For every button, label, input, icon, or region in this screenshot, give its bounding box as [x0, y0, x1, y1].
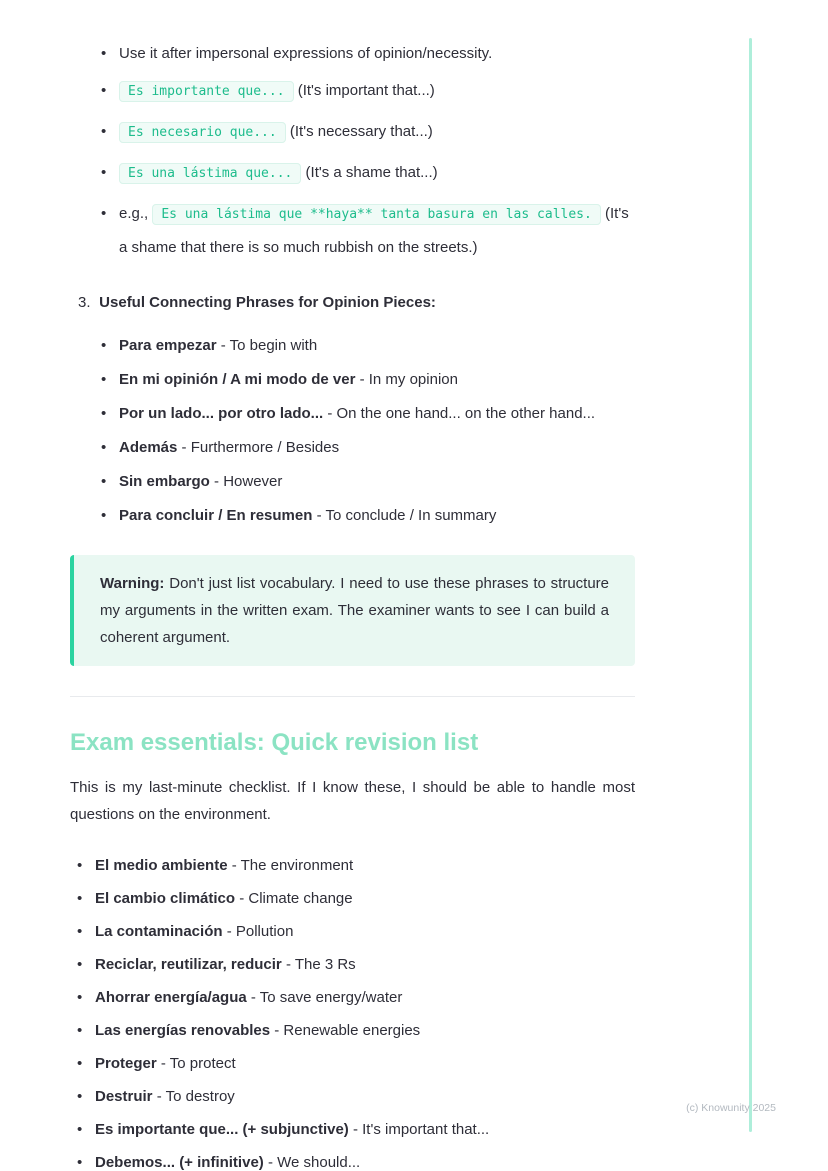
code-chip: Es necesario que... [119, 122, 286, 143]
term: Proteger [95, 1055, 157, 1072]
definition: - To protect [160, 1055, 236, 1072]
definition: - In my opinion [359, 371, 458, 388]
subjunctive-usage-list [94, 40, 635, 265]
chip-translation: (It's important that...) [297, 82, 435, 99]
chip-translation: (It's a shame that...) [305, 164, 438, 181]
warning-body: Don't just list vocabulary. I need to use these phrases to structure my arguments in the written exam. The examiner wants to see I can build a coherent argument. [100, 575, 610, 646]
page-edge-line [749, 38, 752, 1132]
term: Sin embargo [119, 473, 210, 490]
list-item [70, 1083, 635, 1110]
term: Ahorrar energía/agua [95, 989, 247, 1006]
definition: - Pollution [226, 923, 294, 940]
list-item [70, 984, 635, 1011]
definition: - On the one hand... on the other hand... [327, 405, 596, 422]
term: Destruir [95, 1088, 153, 1105]
list-item [70, 1116, 635, 1143]
definition: - Climate change [239, 890, 353, 907]
section-divider [70, 696, 635, 697]
term: Para concluir / En resumen [119, 507, 313, 524]
term: Debemos... (+ infinitive) [95, 1154, 264, 1171]
code-chip: Es importante que... [119, 81, 294, 102]
list-item [94, 434, 635, 461]
list-item [94, 366, 635, 393]
definition: - However [214, 473, 283, 490]
list-item-text: Use it after impersonal expressions of opinion/necessity. [119, 45, 493, 62]
list-item [70, 1050, 635, 1077]
list-item [94, 468, 635, 495]
definition: - Renewable energies [274, 1022, 421, 1039]
list-item [94, 115, 635, 149]
term: El cambio climático [95, 890, 236, 907]
section-number: 3. [78, 294, 91, 311]
warning-text [100, 570, 609, 651]
definition: - To save energy/water [250, 989, 403, 1006]
definition: - To conclude / In summary [316, 507, 497, 524]
list-item [70, 951, 635, 978]
definition: - The 3 Rs [285, 956, 356, 973]
connecting-phrases-list [94, 332, 635, 529]
list-item [70, 918, 635, 945]
list-item [94, 332, 635, 359]
definition: - To destroy [156, 1088, 235, 1105]
section-title: Useful Connecting Phrases for Opinion Pieces: [99, 294, 436, 311]
definition: - To begin with [220, 337, 318, 354]
section-heading: Exam essentials: Quick revision list [70, 729, 479, 756]
definition: - The environment [231, 857, 354, 874]
chip-prefix: e.g., [119, 205, 149, 222]
list-item [94, 156, 635, 190]
code-chip: Es una lástima que **haya** tanta basura en las calles. [152, 204, 600, 225]
list-item [70, 852, 635, 879]
list-item [70, 1017, 635, 1044]
term: Por un lado... por otro lado... [119, 405, 324, 422]
term: El medio ambiente [95, 857, 228, 874]
list-item [70, 885, 635, 912]
revision-list [70, 852, 635, 1171]
list-item [94, 400, 635, 427]
list-item [70, 1149, 635, 1171]
definition: - Furthermore / Besides [181, 439, 340, 456]
definition: - It's important that... [352, 1121, 490, 1138]
note-content [70, 40, 635, 1171]
numbered-section-title [78, 289, 635, 316]
term: Las energías renovables [95, 1022, 271, 1039]
list-item [94, 40, 635, 67]
term: Reciclar, reutilizar, reducir [95, 956, 282, 973]
chip-translation: (It's a shame that there is so much rubbish on the streets.) [119, 205, 629, 256]
term: En mi opinión / A mi modo de ver [119, 371, 356, 388]
section-intro: This is my last-minute checklist. If I know these, I should be able to handle most questions on the environment. [70, 779, 635, 823]
list-item [94, 74, 635, 108]
definition: - We should... [267, 1154, 361, 1171]
term: Para empezar [119, 337, 217, 354]
term: Además [119, 439, 178, 456]
code-chip: Es una lástima que... [119, 163, 301, 184]
term: Es importante que... (+ subjunctive) [95, 1121, 349, 1138]
chip-translation: (It's necessary that...) [289, 123, 433, 140]
copyright-footer: (c) Knowunity 2025 [686, 1102, 776, 1114]
warning-callout [70, 555, 635, 666]
warning-label: Warning: [100, 575, 165, 592]
list-item [94, 502, 635, 529]
list-item [94, 197, 635, 265]
term: La contaminación [95, 923, 223, 940]
